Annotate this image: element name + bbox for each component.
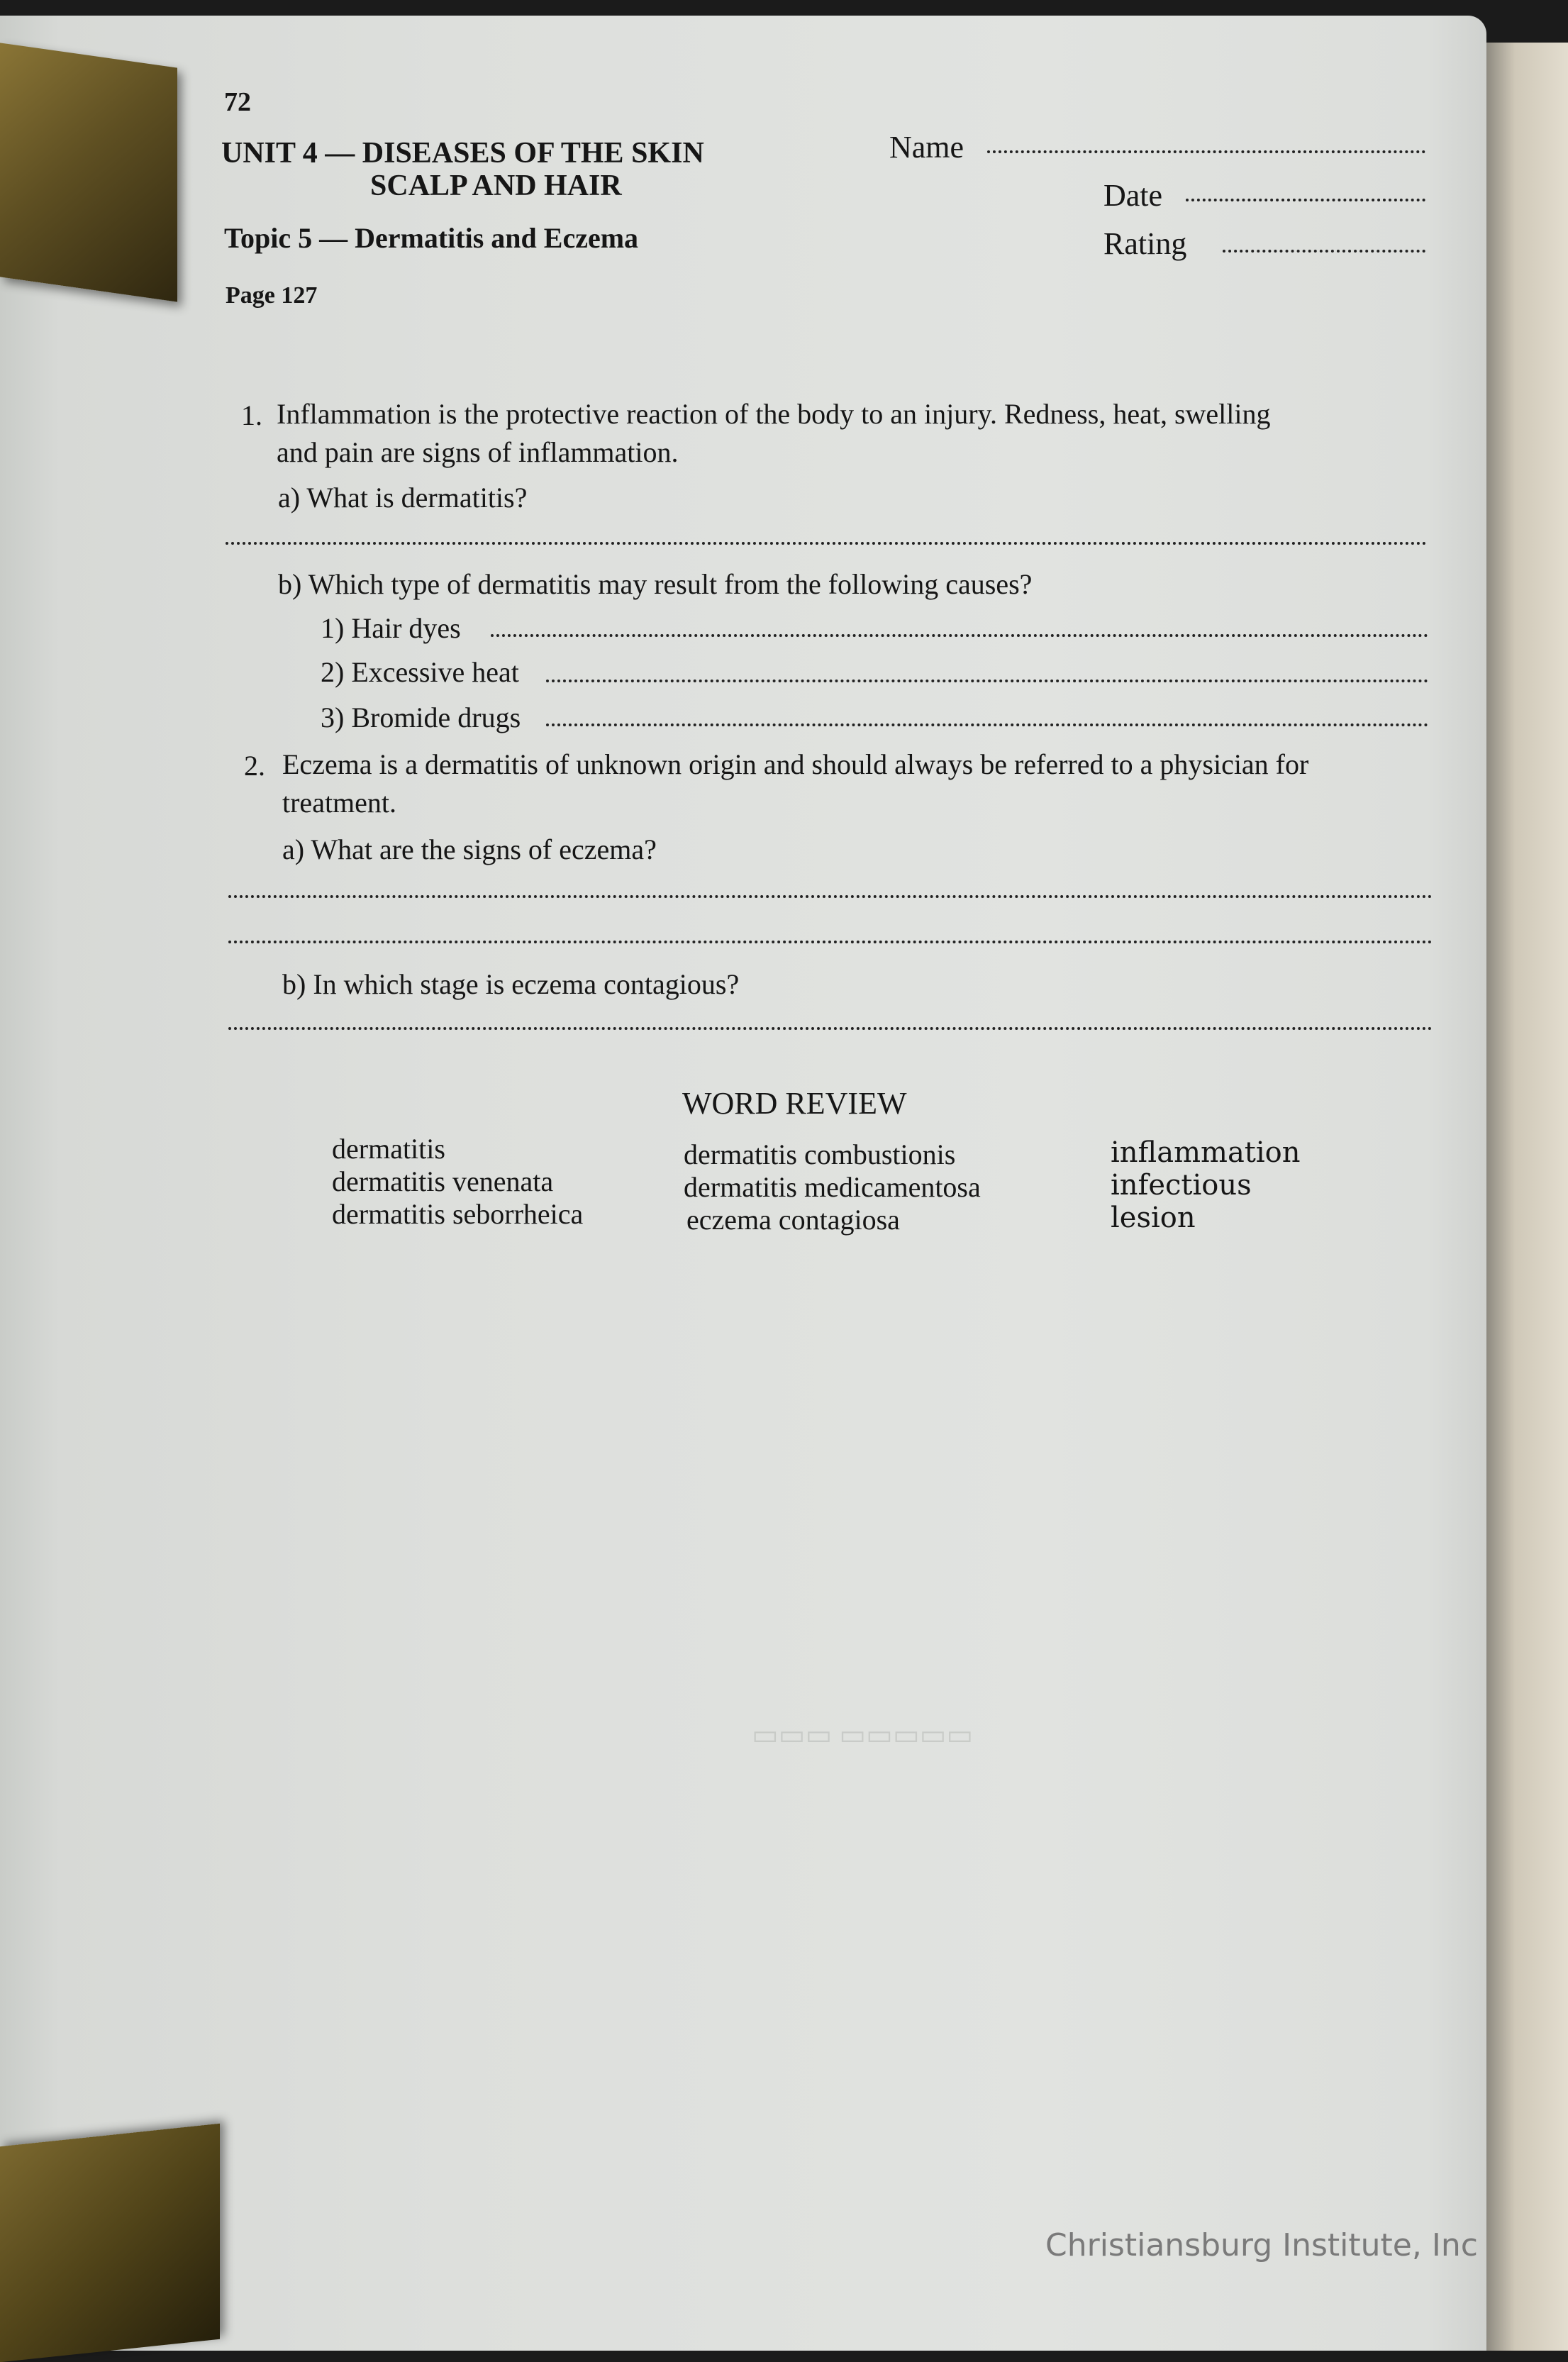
word-review-title: WORD REVIEW bbox=[682, 1086, 907, 1121]
rating-field-line[interactable] bbox=[1223, 250, 1425, 253]
q1a-prompt: a) What is dermatitis? bbox=[278, 482, 528, 514]
page-reference: Page 127 bbox=[226, 282, 318, 309]
rating-label: Rating bbox=[1103, 226, 1187, 261]
q2a-answer-line-2[interactable] bbox=[228, 941, 1433, 943]
unit-title-line1: UNIT 4 — DISEASES OF THE SKIN bbox=[221, 137, 704, 170]
word-review-term: inflammation bbox=[1111, 1136, 1301, 1169]
cause-hair-dyes: 1) Hair dyes bbox=[321, 612, 461, 644]
word-review-term: dermatitis bbox=[332, 1133, 445, 1165]
adjacent-page-edge bbox=[1486, 43, 1568, 2351]
binder-clip-bottom bbox=[0, 2124, 220, 2362]
q2b-answer-line[interactable] bbox=[228, 1027, 1433, 1030]
q1-text-line2: and pain are signs of inflammation. bbox=[277, 436, 679, 468]
date-field-line[interactable] bbox=[1186, 199, 1425, 201]
q2-number: 2. bbox=[244, 750, 265, 782]
cause-excessive-heat-line[interactable] bbox=[546, 680, 1428, 682]
q1-number: 1. bbox=[241, 399, 262, 431]
word-review-term: dermatitis seborrheica bbox=[332, 1198, 584, 1230]
page-number: 72 bbox=[224, 87, 251, 117]
bleed-through-text: ▭▭▭ ▭▭▭▭▭ bbox=[752, 1719, 974, 1751]
cause-bromide-drugs-line[interactable] bbox=[546, 723, 1428, 726]
q2a-prompt: a) What are the signs of eczema? bbox=[282, 833, 657, 865]
q1b-prompt: b) Which type of dermatitis may result from the following causes? bbox=[278, 568, 1033, 600]
topic-title: Topic 5 — Dermatitis and Eczema bbox=[224, 222, 639, 254]
word-review-term: dermatitis venenata bbox=[332, 1165, 554, 1197]
cause-hair-dyes-line[interactable] bbox=[491, 634, 1428, 637]
q2a-answer-line-1[interactable] bbox=[228, 895, 1433, 898]
q2-text-line1: Eczema is a dermatitis of unknown origin and should always be referred to a physician for bbox=[282, 748, 1309, 780]
q2-text-line2: treatment. bbox=[282, 787, 397, 819]
word-review-term: dermatitis medicamentosa bbox=[684, 1171, 981, 1203]
unit-title-line2: SCALP AND HAIR bbox=[370, 170, 622, 202]
q1-text-line1: Inflammation is the protective reaction of the body to an injury. Redness, heat, swelling bbox=[277, 398, 1271, 430]
worksheet-page bbox=[0, 16, 1486, 2351]
date-label: Date bbox=[1103, 178, 1163, 213]
word-review-term: eczema contagiosa bbox=[686, 1204, 900, 1236]
binder-clip-top bbox=[0, 43, 177, 301]
q1a-answer-line[interactable] bbox=[226, 542, 1427, 545]
word-review-term: infectious bbox=[1111, 1169, 1252, 1202]
name-label: Name bbox=[889, 130, 964, 165]
q2b-prompt: b) In which stage is eczema contagious? bbox=[282, 968, 740, 1000]
word-review-term: lesion bbox=[1111, 1202, 1196, 1234]
watermark: Christiansburg Institute, Inc bbox=[1045, 2227, 1478, 2263]
cause-bromide-drugs: 3) Bromide drugs bbox=[321, 702, 521, 733]
word-review-term: dermatitis combustionis bbox=[684, 1138, 956, 1170]
cause-excessive-heat: 2) Excessive heat bbox=[321, 656, 519, 688]
name-field-line[interactable] bbox=[987, 150, 1425, 153]
